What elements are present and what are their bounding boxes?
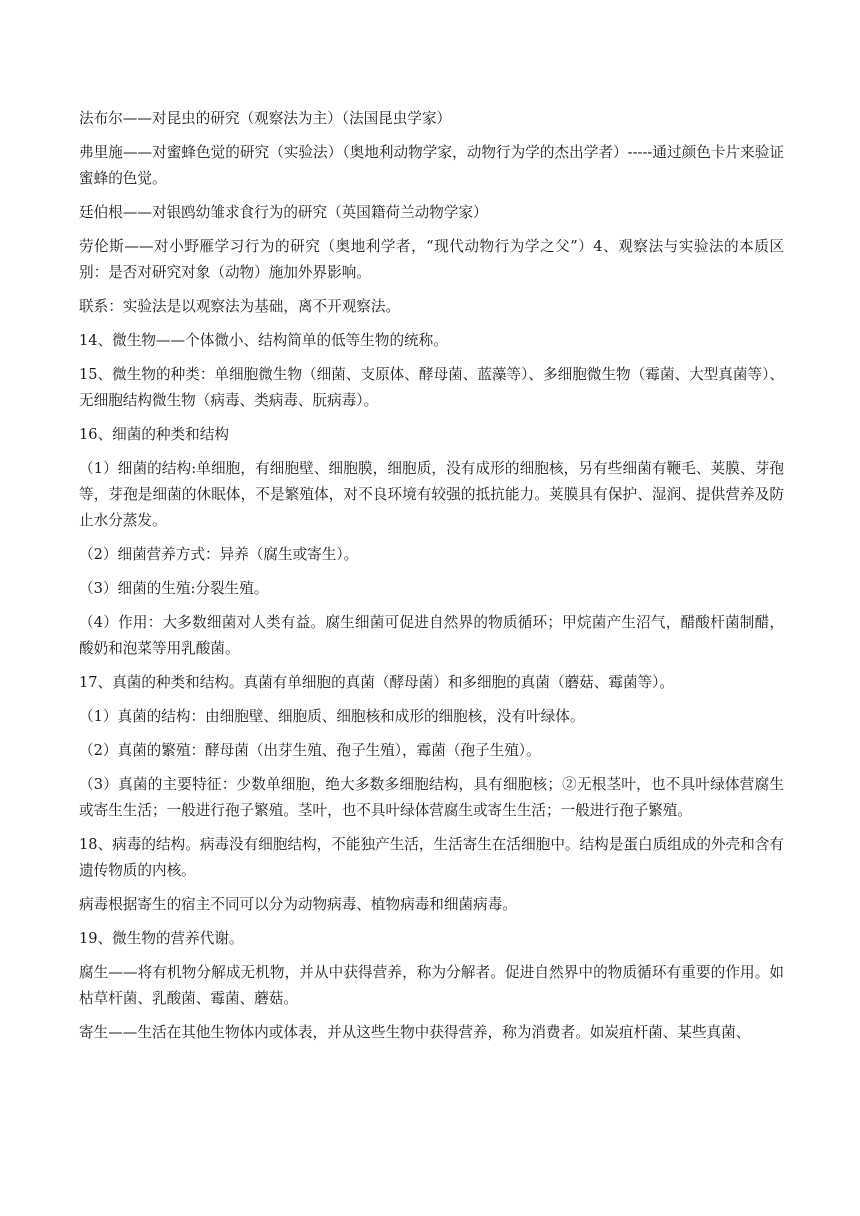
paragraph-fabre: 法布尔——对昆虫的研究（观察法为主）（法国昆虫学家） bbox=[79, 110, 452, 127]
paragraph-16-3: （3）细菌的生殖:分裂生殖。 bbox=[79, 580, 269, 597]
paragraph-tinbergen: 廷伯根——对银鸥幼雏求食行为的研究（英国籍荷兰动物学家） bbox=[79, 204, 488, 221]
paragraph-16-1: （1）细菌的结构:单细胞，有细胞壁、细胞膜，细胞质，没有成形的细胞核，另有些细菌有鞭毛、荚膜、芽孢等，芽孢是细菌的休眠体，不是繁殖体，对不良环境有较强的抵抗能力。荚膜具有保护、湿润、提供营养及防止水分蒸发。 bbox=[79, 460, 784, 529]
paragraph-17-3: （3）真菌的主要特征：少数单细胞，绝大多数多细胞结构，具有细胞核；②无根茎叶，也不具叶绿体营腐生或寄生生活；一般进行孢子繁殖。茎叶，也不具叶绿体营腐生或寄生生活；一般进行孢子繁殖。 bbox=[79, 776, 784, 819]
paragraph-relation: 联系：实验法是以观察法为基础，离不开观察法。 bbox=[79, 298, 401, 315]
paragraph-19-saprophytic: 腐生——将有机物分解成无机物，并从中获得营养，称为分解者。促进自然界中的物质循环有重要的作用。如枯草杆菌、乳酸菌、霉菌、蘑菇。 bbox=[79, 964, 784, 1007]
paragraph-lorenz: 劳伦斯——对小野雁学习行为的研究（奥地利学者，“现代动物行为学之父”）4、观察法与实验法的本质区别：是否对研究对象（动物）施加外界影响。 bbox=[79, 238, 784, 281]
heading-16: 16、细菌的种类和结构 bbox=[79, 426, 229, 443]
paragraph-17-1: （1）真菌的结构：由细胞壁、细胞质、细胞核和成形的细胞核，没有叶绿体。 bbox=[79, 708, 585, 725]
paragraph-18-virus-types: 病毒根据寄生的宿主不同可以分为动物病毒、植物病毒和细菌病毒。 bbox=[79, 896, 517, 913]
paragraph-16-4: （4）作用：大多数细菌对人类有益。腐生细菌可促进自然界的物质循环；甲烷菌产生沼气，醋酸杆菌制醋，酸奶和泡菜等用乳酸菌。 bbox=[79, 614, 784, 657]
paragraph-16-2: （2）细菌营养方式：异养（腐生或寄生）。 bbox=[79, 546, 359, 563]
paragraph-17-2: （2）真菌的繁殖：酵母菌（出芽生殖、孢子生殖），霉菌（孢子生殖）。 bbox=[79, 742, 541, 759]
paragraph-frisch: 弗里施——对蜜蜂色觉的研究（实验法）（奥地利动物学家，动物行为学的杰出学者）-----通过颜色卡片来验证蜜蜂的色觉。 bbox=[79, 144, 784, 187]
paragraph-15: 15、微生物的种类：单细胞微生物（细菌、支原体、酵母菌、蓝藻等）、多细胞微生物（霉菌、大型真菌等）、无细胞结构微生物（病毒、类病毒、朊病毒）。 bbox=[79, 366, 784, 409]
heading-19: 19、微生物的营养代谢。 bbox=[79, 930, 244, 947]
paragraph-14: 14、微生物——个体微小、结构简单的低等生物的统称。 bbox=[79, 332, 448, 349]
paragraph-17: 17、真菌的种类和结构。真菌有单细胞的真菌（酵母菌）和多细胞的真菌（蘑菇、霉菌等）。 bbox=[79, 674, 675, 691]
paragraph-19-parasitic: 寄生——生活在其他生物体内或体表，并从这些生物中获得营养，称为消费者。如炭疽杆菌、某些真菌、 bbox=[79, 1024, 751, 1041]
document-body bbox=[79, 106, 784, 1054]
paragraph-18: 18、病毒的结构。病毒没有细胞结构，不能独产生活，生活寄生在活细胞中。结构是蛋白质组成的外壳和含有遗传物质的内核。 bbox=[79, 836, 784, 879]
